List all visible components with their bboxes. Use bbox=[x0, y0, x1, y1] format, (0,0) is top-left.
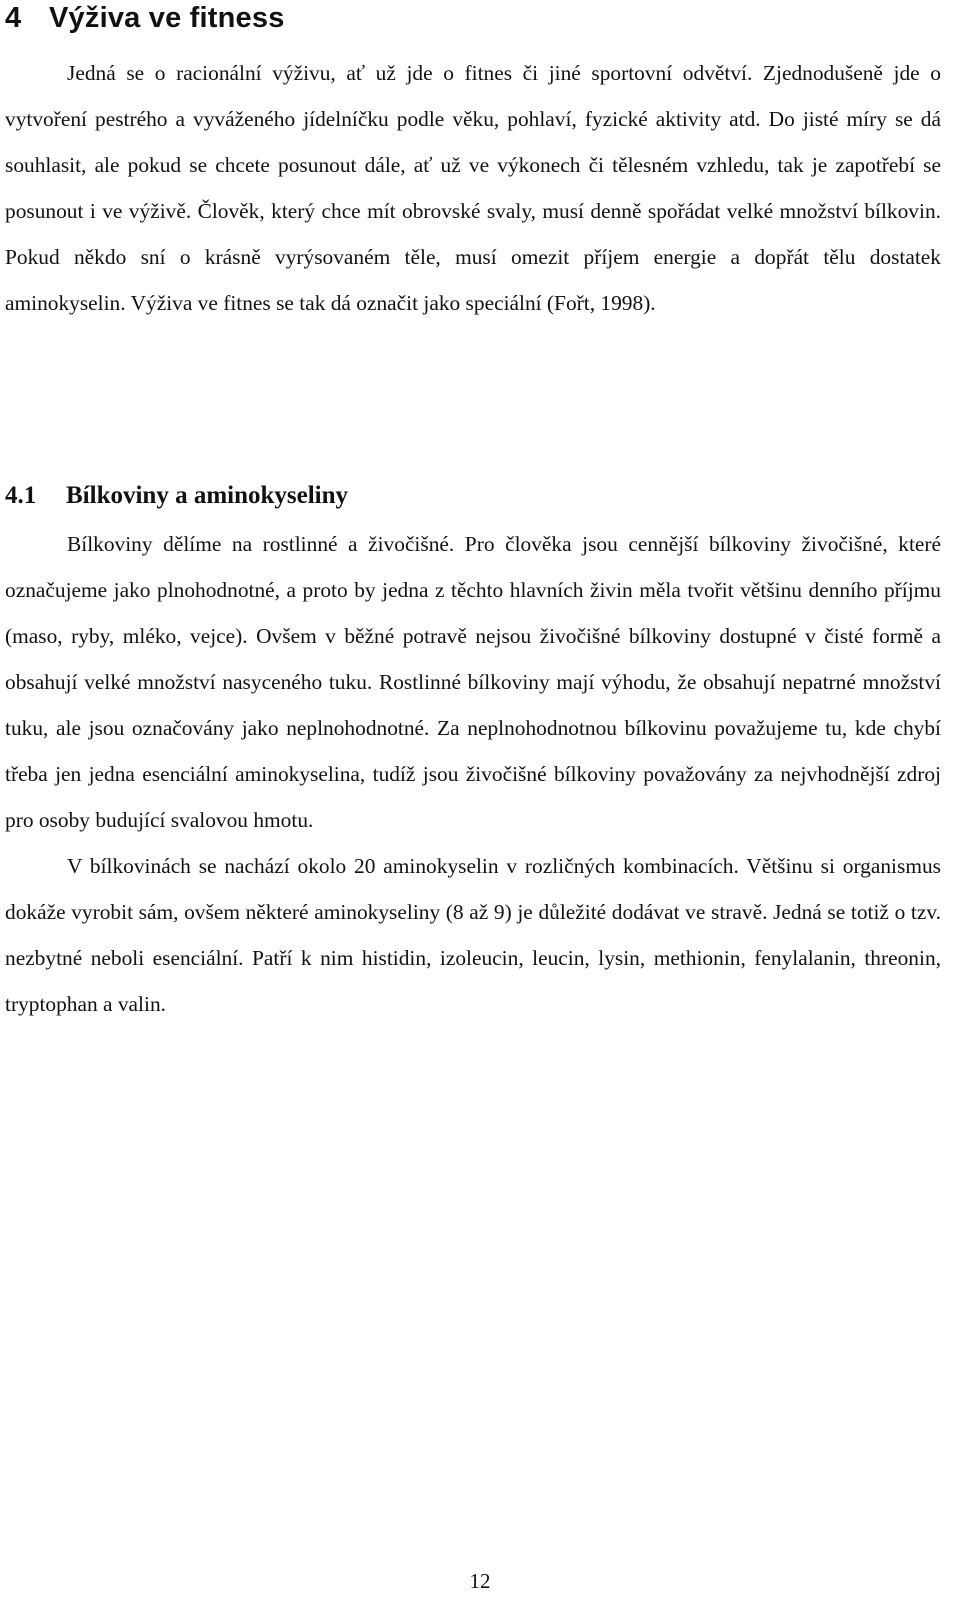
intro-text bbox=[5, 50, 941, 326]
section-heading bbox=[5, 476, 348, 516]
section-text bbox=[5, 521, 941, 1027]
intro-paragraph: Jedná se o racionální výživu, ať už jde o fitnes či jiné sportovní odvětví. Zjednodušeně jde o vytvoření pestrého a vyváženého jídelníčku podle věku, pohlaví, fyzické aktivity atd. Do jisté míry se dá souhlasit, ale pokud se chcete posunout dále, ať už ve výkonech či tělesném vzhledu, tak je zapotřebí se posunout i ve výživě. Člověk, který chce mít obrovské svaly, musí denně spořádat velké množství bílkovin. Pokud někdo sní o krásně vyrýsovaném těle, musí omezit příjem energie a dopřát tělu dostatek aminokyselin. Výživa ve fitnes se tak dá označit jako speciální (Fořt, 1998). bbox=[5, 61, 941, 315]
chapter-number: 4 bbox=[5, 2, 22, 34]
section-number: 4.1 bbox=[5, 482, 37, 509]
section-title: Bílkoviny a aminokyseliny bbox=[66, 482, 349, 509]
page-number: 12 bbox=[469, 1569, 491, 1593]
section-paragraph-proteins: Bílkoviny dělíme na rostlinné a živočišné. Pro člověka jsou cennější bílkoviny živočišné, které označujeme jako plnohodnotné, a proto by jedna z těchto hlavních živin měla tvořit většinu denního příjmu (maso, ryby, mléko, vejce). Ovšem v běžné potravě nejsou živočišné bílkoviny dostupné v čisté formě a obsahují velké množství nasyceného tuku. Rostlinné bílkoviny mají výhodu, že obsahují nepatrné množství tuku, ale jsou označovány jako neplnohodnotné. Za neplnohodnotnou bílkovinu považujeme tu, kde chybí třeba jen jedna esenciální aminokyselina, tudíž jsou živočišné bílkoviny považovány za nejvhodnější zdroj pro osoby budující svalovou hmotu. bbox=[5, 532, 941, 832]
chapter-heading bbox=[5, 0, 285, 36]
chapter-title: Výživa ve fitness bbox=[49, 2, 285, 34]
section-paragraph-amino-acids: V bílkovinách se nachází okolo 20 aminokyselin v rozličných kombinacích. Většinu si organismus dokáže vyrobit sám, ovšem některé aminokyseliny (8 až 9) je důležité dodávat ve stravě. Jedná se totiž o tzv. nezbytné neboli esenciální. Patří k nim histidin, izoleucin, leucin, lysin, methionin, fenylalanin, threonin, tryptophan a valin. bbox=[5, 854, 941, 1016]
